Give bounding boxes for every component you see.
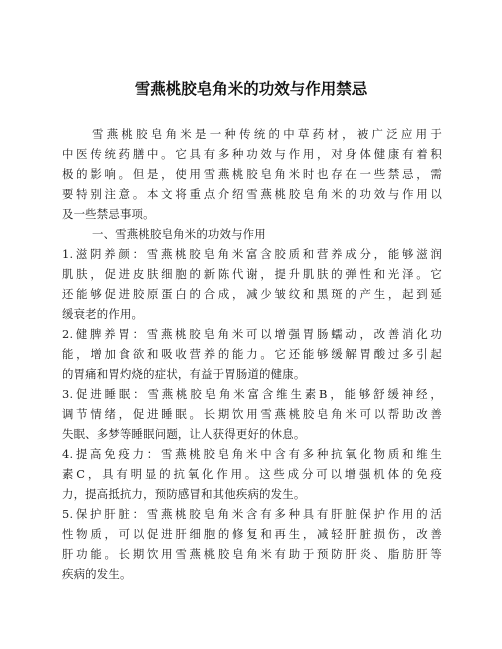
body-line: 肝功能。长期饮用雪燕桃胶皂角米有助于预防肝炎、脂肪肝等	[62, 547, 442, 561]
body-line: 性物质，可以促进肝细胞的修复和再生，减轻肝脏损伤，改善	[62, 527, 442, 541]
body-line: 肌肤，促进皮肤细胞的新陈代谢，提升肌肤的弹性和光泽。它	[62, 267, 442, 281]
body-line: 的胃痛和胃灼烧的症状，有益于胃肠道的健康。	[62, 367, 306, 381]
body-line: 要特别注意。本文将重点介绍雪燕桃胶皂角米的功效与作用以	[62, 187, 442, 201]
body-line: 3.促进睡眠：雪燕桃胶皂角米富含维生素B，能够舒缓神经，	[62, 387, 442, 401]
body-line: 力，提高抵抗力，预防感冒和其他疾病的发生。	[62, 487, 306, 501]
body-line: 疾病的发生。	[62, 567, 132, 581]
body-line: 雪燕桃胶皂角米是一种传统的中草药材，被广泛应用于	[92, 127, 442, 141]
body-line: 失眠、多梦等睡眠问题，让人获得更好的休息。	[62, 427, 306, 441]
body-line: 缓衰老的作用。	[62, 307, 144, 321]
body-line: 还能够促进胶原蛋白的合成，减少皱纹和黑斑的产生，起到延	[62, 287, 442, 301]
body-line: 1.滋阴养颜：雪燕桃胶皂角米富含胶质和营养成分，能够滋润	[62, 247, 442, 261]
document-body	[62, 124, 442, 584]
body-line: 2.健脾养胃：雪燕桃胶皂角米可以增强胃肠蠕动，改善消化功	[62, 327, 442, 341]
body-line: 中医传统药膳中。它具有多种功效与作用，对身体健康有着积	[62, 147, 442, 161]
body-line: 素C，具有明显的抗氧化作用。这些成分可以增强机体的免疫	[62, 467, 442, 481]
body-line: 及一些禁忌事项。	[62, 207, 155, 221]
body-line: 极的影响。但是，使用雪燕桃胶皂角米时也存在一些禁忌，需	[62, 167, 442, 181]
body-line: 能，增加食欲和吸收营养的能力。它还能够缓解胃酸过多引起	[62, 347, 442, 361]
body-line: 调节情绪，促进睡眠。长期饮用雪燕桃胶皂角米可以帮助改善	[62, 407, 442, 421]
body-line: 5.保护肝脏：雪燕桃胶皂角米含有多种具有肝脏保护作用的活	[62, 507, 442, 521]
body-line: 4.提高免疫力：雪燕桃胶皂角米中含有多种抗氧化物质和维生	[62, 447, 442, 461]
body-line: 一、雪燕桃胶皂角米的功效与作用	[92, 227, 266, 241]
document-title: 雪燕桃胶皂角米的功效与作用禁忌	[134, 80, 368, 98]
